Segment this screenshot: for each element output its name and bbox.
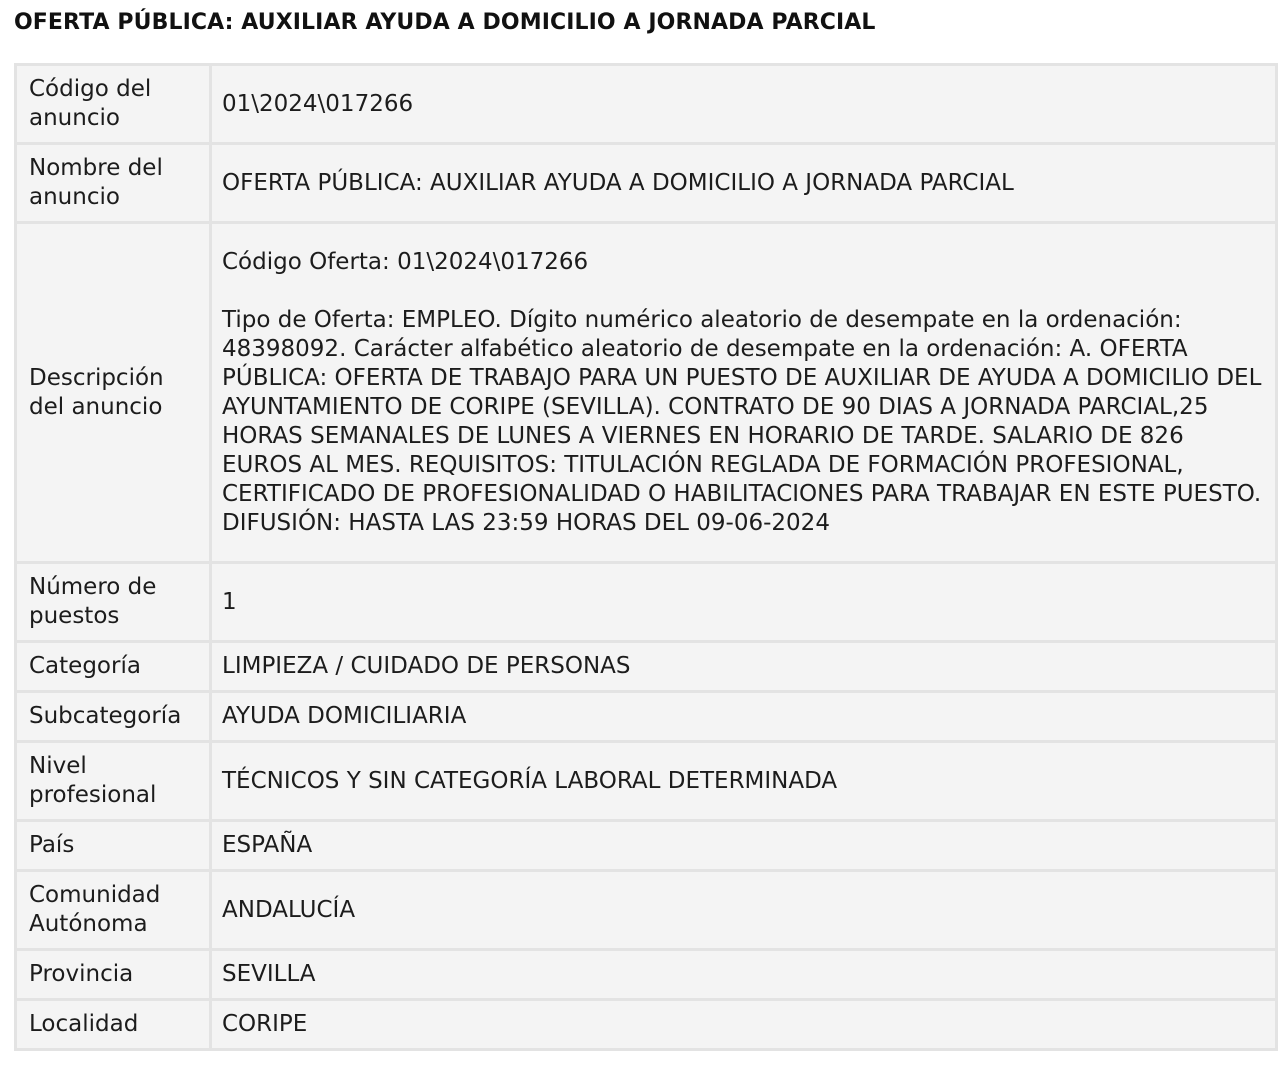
label-nivel-profesional: Nivel profesional — [17, 743, 212, 822]
value-localidad: CORIPE — [212, 1001, 1278, 1051]
label-provincia: Provincia — [17, 951, 212, 1001]
row-numero-puestos — [17, 564, 1278, 643]
value-descripcion — [212, 224, 1278, 564]
value-nombre: OFERTA PÚBLICA: AUXILIAR AYUDA A DOMICILIO A JORNADA PARCIAL — [212, 145, 1278, 224]
row-pais — [17, 822, 1278, 872]
value-subcategoria: AYUDA DOMICILIARIA — [212, 693, 1278, 743]
label-pais: País — [17, 822, 212, 872]
description-body: Tipo de Oferta: EMPLEO. Dígito numérico aleatorio de desempate en la ordenación: 48398092. Carácter alfabético aleatorio de desempate en la ordenación: A. OFERTA PÚBLICA: OFERTA DE TRABAJO PARA UN PUESTO DE AUXILIAR DE AYUDA A DOMICILIO DEL AYUNTAMIENTO DE CORIPE (SEVILLA). CONTRATO DE 90 DIAS A JORNADA PARCIAL,25 HORAS SEMANALES DE LUNES A VIERNES EN HORARIO DE TARDE. SALARIO DE 826 EUROS AL MES. REQUISITOS: TITULACIÓN REGLADA DE FORMACIÓN PROFESIONAL, CERTIFICADO DE PROFESIONALIDAD O HABILITACIONES PARA TRABAJAR EN ESTE PUESTO. DIFUSIÓN: HASTA LAS 23:59 HORAS DEL 09-06-2024 — [222, 306, 1262, 536]
label-comunidad-autonoma: Comunidad Autónoma — [17, 872, 212, 951]
row-localidad — [17, 1001, 1278, 1051]
label-nombre: Nombre del anuncio — [17, 145, 212, 224]
label-categoria: Categoría — [17, 643, 212, 693]
description-spacer — [222, 277, 1265, 306]
value-categoria: LIMPIEZA / CUIDADO DE PERSONAS — [212, 643, 1278, 693]
row-nivel-profesional — [17, 743, 1278, 822]
row-subcategoria — [17, 693, 1278, 743]
value-comunidad-autonoma: ANDALUCÍA — [212, 872, 1278, 951]
value-nivel-profesional: TÉCNICOS Y SIN CATEGORÍA LABORAL DETERMINADA — [212, 743, 1278, 822]
row-provincia — [17, 951, 1278, 1001]
value-provincia: SEVILLA — [212, 951, 1278, 1001]
description-offer-code: Código Oferta: 01\2024\017266 — [222, 248, 589, 275]
label-localidad: Localidad — [17, 1001, 212, 1051]
page-title: OFERTA PÚBLICA: AUXILIAR AYUDA A DOMICILIO A JORNADA PARCIAL — [14, 10, 876, 35]
label-numero-puestos: Número de puestos — [17, 564, 212, 643]
value-codigo: 01\2024\017266 — [212, 66, 1278, 145]
label-codigo: Código del anuncio — [17, 66, 212, 145]
label-subcategoria: Subcategoría — [17, 693, 212, 743]
row-categoria — [17, 643, 1278, 693]
row-codigo — [17, 66, 1278, 145]
row-nombre — [17, 145, 1278, 224]
label-descripcion: Descripción del anuncio — [17, 224, 212, 564]
row-comunidad-autonoma — [17, 872, 1278, 951]
row-descripcion — [17, 224, 1278, 564]
value-numero-puestos: 1 — [212, 564, 1278, 643]
job-offer-details-table — [14, 63, 1278, 1051]
value-pais: ESPAÑA — [212, 822, 1278, 872]
